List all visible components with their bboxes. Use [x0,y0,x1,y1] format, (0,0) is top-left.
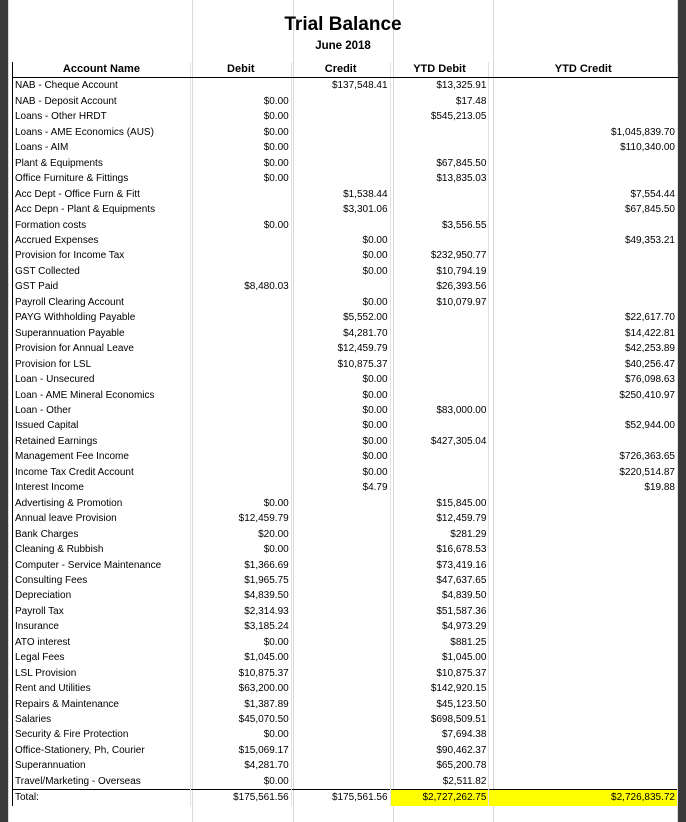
ytd-debit-cell[interactable] [390,310,489,325]
ytd-debit-cell[interactable]: $26,393.56 [390,279,489,294]
ytd-credit-cell[interactable] [489,264,678,279]
table-row [13,357,678,372]
debit-cell[interactable]: $0.00 [190,218,291,233]
column-header-ytd-debit[interactable]: YTD Debit [390,62,489,78]
table-row [13,712,678,727]
account-name-cell[interactable]: Management Fee Income [13,449,191,464]
account-name-cell[interactable]: NAB - Deposit Account [13,94,191,109]
account-name-cell[interactable]: Plant & Equipments [13,156,191,171]
credit-cell[interactable] [291,511,390,526]
account-name-cell[interactable]: Depreciation [13,588,191,603]
table-row [13,496,678,511]
ytd-debit-cell[interactable]: $12,459.79 [390,511,489,526]
credit-cell[interactable] [291,743,390,758]
ytd-credit-cell[interactable] [489,171,678,186]
table-row [13,171,678,186]
table-row [13,341,678,356]
credit-cell[interactable]: $0.00 [291,264,390,279]
table-row [13,434,678,449]
debit-cell[interactable]: $0.00 [190,94,291,109]
table-row [13,248,678,263]
credit-cell[interactable]: $0.00 [291,434,390,449]
table-row [13,140,678,155]
account-name-cell[interactable]: Provision for LSL [13,357,191,372]
credit-cell[interactable]: $1,538.44 [291,187,390,202]
ytd-credit-cell[interactable] [489,542,678,557]
ytd-debit-cell[interactable]: $142,920.15 [390,681,489,696]
table-row [13,511,678,526]
credit-cell[interactable]: $3,301.06 [291,202,390,217]
account-name-cell[interactable]: Insurance [13,619,191,634]
report-period: June 2018 [315,40,371,52]
ytd-debit-cell[interactable]: $545,213.05 [390,109,489,124]
table-row [13,588,678,603]
credit-cell[interactable]: $4,281.70 [291,326,390,341]
ytd-credit-cell[interactable] [489,758,678,773]
ytd-debit-cell[interactable]: $281.29 [390,527,489,542]
debit-cell[interactable]: $3,185.24 [190,619,291,634]
ytd-credit-cell[interactable] [489,635,678,650]
trial-balance-table [12,62,678,806]
debit-cell[interactable] [190,202,291,217]
ytd-debit-cell[interactable]: $2,511.82 [390,774,489,790]
debit-cell[interactable] [190,403,291,418]
credit-cell[interactable]: $0.00 [291,388,390,403]
debit-cell[interactable]: $0.00 [190,171,291,186]
table-row [13,94,678,109]
ytd-credit-cell[interactable] [489,650,678,665]
debit-cell[interactable]: $0.00 [190,542,291,557]
ytd-credit-cell[interactable]: $7,554.44 [489,187,678,202]
account-name-cell[interactable]: Provision for Annual Leave [13,341,191,356]
debit-cell[interactable]: $0.00 [190,125,291,140]
account-name-cell[interactable]: Annual leave Provision [13,511,191,526]
debit-cell[interactable] [190,326,291,341]
ytd-debit-cell[interactable]: $698,509.51 [390,712,489,727]
table-row [13,758,678,773]
table-row [13,388,678,403]
total-ytd-debit-cell[interactable]: $2,727,262.75 [390,790,489,806]
debit-cell[interactable] [190,388,291,403]
table-row [13,279,678,294]
ytd-debit-cell[interactable]: $10,875.37 [390,666,489,681]
credit-cell[interactable] [291,156,390,171]
ytd-credit-cell[interactable] [489,295,678,310]
ytd-credit-cell[interactable] [489,511,678,526]
credit-cell[interactable] [291,758,390,773]
debit-cell[interactable]: $10,875.37 [190,666,291,681]
ytd-credit-cell[interactable] [489,434,678,449]
debit-cell[interactable] [190,434,291,449]
credit-cell[interactable]: $0.00 [291,465,390,480]
credit-cell[interactable] [291,619,390,634]
ytd-debit-cell[interactable]: $15,845.00 [390,496,489,511]
account-name-cell[interactable]: NAB - Cheque Account [13,78,191,94]
debit-cell[interactable]: $12,459.79 [190,511,291,526]
ytd-credit-cell[interactable] [489,558,678,573]
account-name-cell[interactable]: Computer - Service Maintenance [13,558,191,573]
debit-cell[interactable]: $1,366.69 [190,558,291,573]
ytd-debit-cell[interactable] [390,418,489,433]
ytd-debit-cell[interactable]: $90,462.37 [390,743,489,758]
debit-cell[interactable]: $15,069.17 [190,743,291,758]
debit-cell[interactable]: $0.00 [190,635,291,650]
table-row [13,650,678,665]
credit-cell[interactable] [291,527,390,542]
table-row [13,465,678,480]
account-name-cell[interactable]: Loans - Other HRDT [13,109,191,124]
debit-cell[interactable]: $2,314.93 [190,604,291,619]
account-name-cell[interactable]: Loans - AIM [13,140,191,155]
account-name-cell[interactable]: Loan - AME Mineral Economics [13,388,191,403]
credit-cell[interactable] [291,496,390,511]
table-row [13,264,678,279]
account-name-cell[interactable]: GST Paid [13,279,191,294]
ytd-debit-cell[interactable]: $16,678.53 [390,542,489,557]
table-row [13,418,678,433]
debit-cell[interactable] [190,78,291,94]
debit-cell[interactable]: $4,839.50 [190,588,291,603]
credit-cell[interactable] [291,109,390,124]
ytd-credit-cell[interactable]: $726,363.65 [489,449,678,464]
ytd-debit-cell[interactable]: $65,200.78 [390,758,489,773]
ytd-debit-cell[interactable]: $10,794.19 [390,264,489,279]
account-name-cell[interactable]: Salaries [13,712,191,727]
account-name-cell[interactable]: Payroll Tax [13,604,191,619]
ytd-debit-cell[interactable]: $4,839.50 [390,588,489,603]
ytd-debit-cell[interactable] [390,187,489,202]
credit-cell[interactable]: $5,552.00 [291,310,390,325]
debit-cell[interactable] [190,372,291,387]
ytd-debit-cell[interactable]: $45,123.50 [390,697,489,712]
ytd-debit-cell[interactable] [390,449,489,464]
credit-cell[interactable] [291,588,390,603]
debit-cell[interactable]: $1,387.89 [190,697,291,712]
table-row [13,326,678,341]
spreadsheet-sheet [8,0,678,822]
credit-cell[interactable] [291,604,390,619]
column-header-account-name[interactable]: Account Name [13,62,191,78]
credit-cell[interactable] [291,727,390,742]
table-row [13,109,678,124]
total-row [13,790,678,806]
ytd-credit-cell[interactable]: $76,098.63 [489,372,678,387]
credit-cell[interactable] [291,171,390,186]
debit-cell[interactable]: $8,480.03 [190,279,291,294]
ytd-credit-cell[interactable] [489,743,678,758]
table-row [13,635,678,650]
ytd-debit-cell[interactable]: $10,079.97 [390,295,489,310]
table-row [13,774,678,790]
ytd-credit-cell[interactable] [489,588,678,603]
debit-cell[interactable] [190,295,291,310]
ytd-credit-cell[interactable] [489,248,678,263]
debit-cell[interactable]: $0.00 [190,109,291,124]
ytd-credit-cell[interactable] [489,156,678,171]
total-account-name-cell[interactable]: Total: [13,790,191,806]
ytd-credit-cell[interactable]: $40,256.47 [489,357,678,372]
table-row [13,666,678,681]
account-name-cell[interactable]: GST Collected [13,264,191,279]
ytd-debit-cell[interactable]: $1,045.00 [390,650,489,665]
ytd-credit-cell[interactable]: $67,845.50 [489,202,678,217]
ytd-debit-cell[interactable]: $232,950.77 [390,248,489,263]
credit-cell[interactable]: $12,459.79 [291,341,390,356]
ytd-debit-cell[interactable]: $13,835.03 [390,171,489,186]
table-row [13,156,678,171]
credit-cell[interactable]: $0.00 [291,403,390,418]
debit-cell[interactable]: $63,200.00 [190,681,291,696]
table-row [13,681,678,696]
account-name-cell[interactable]: Office-Stationery, Ph, Courier [13,743,191,758]
debit-cell[interactable] [190,341,291,356]
table-row [13,310,678,325]
account-name-cell[interactable]: Superannuation [13,758,191,773]
ytd-credit-cell[interactable] [489,604,678,619]
debit-cell[interactable] [190,248,291,263]
account-name-cell[interactable]: Acc Depn - Plant & Equipments [13,202,191,217]
account-name-cell[interactable]: Retained Earnings [13,434,191,449]
credit-cell[interactable] [291,558,390,573]
debit-cell[interactable]: $4,281.70 [190,758,291,773]
ytd-credit-cell[interactable] [489,403,678,418]
account-name-cell[interactable]: Advertising & Promotion [13,496,191,511]
debit-cell[interactable]: $0.00 [190,140,291,155]
credit-cell[interactable]: $137,548.41 [291,78,390,94]
credit-cell[interactable]: $0.00 [291,233,390,248]
credit-cell[interactable]: $0.00 [291,372,390,387]
table-row [13,743,678,758]
ytd-debit-cell[interactable]: $427,305.04 [390,434,489,449]
debit-cell[interactable] [190,418,291,433]
account-name-cell[interactable]: Loan - Other [13,403,191,418]
table-row [13,218,678,233]
account-name-cell[interactable]: Travel/Marketing - Overseas [13,774,191,790]
account-name-cell[interactable]: Interest Income [13,480,191,495]
total-credit-cell[interactable]: $175,561.56 [291,790,390,806]
credit-cell[interactable] [291,573,390,588]
ytd-debit-cell[interactable] [390,357,489,372]
ytd-credit-cell[interactable] [489,279,678,294]
ytd-debit-cell[interactable]: $3,556.55 [390,218,489,233]
ytd-credit-cell[interactable]: $49,353.21 [489,233,678,248]
table-row [13,233,678,248]
table-row [13,295,678,310]
account-name-cell[interactable]: Consulting Fees [13,573,191,588]
ytd-debit-cell[interactable] [390,202,489,217]
debit-cell[interactable] [190,233,291,248]
ytd-credit-cell[interactable] [489,218,678,233]
table-row [13,604,678,619]
ytd-debit-cell[interactable]: $4,973.29 [390,619,489,634]
credit-cell[interactable]: $4.79 [291,480,390,495]
account-name-cell[interactable]: Loan - Unsecured [13,372,191,387]
table-row [13,527,678,542]
account-name-cell[interactable]: Legal Fees [13,650,191,665]
account-name-cell[interactable]: Cleaning & Rubbish [13,542,191,557]
ytd-debit-cell[interactable] [390,341,489,356]
ytd-debit-cell[interactable]: $67,845.50 [390,156,489,171]
account-name-cell[interactable]: Payroll Clearing Account [13,295,191,310]
table-row [13,449,678,464]
debit-cell[interactable] [190,465,291,480]
account-name-cell[interactable]: Issued Capital [13,418,191,433]
ytd-debit-cell[interactable]: $13,325.91 [390,78,489,94]
ytd-credit-cell[interactable] [489,681,678,696]
ytd-debit-cell[interactable] [390,372,489,387]
credit-cell[interactable] [291,94,390,109]
credit-cell[interactable] [291,140,390,155]
account-name-cell[interactable]: Security & Fire Protection [13,727,191,742]
table-row [13,125,678,140]
debit-cell[interactable]: $0.00 [190,774,291,790]
debit-cell[interactable]: $1,965.75 [190,573,291,588]
ytd-credit-cell[interactable]: $1,045,839.70 [489,125,678,140]
account-name-cell[interactable]: PAYG Withholding Payable [13,310,191,325]
ytd-debit-cell[interactable] [390,326,489,341]
ytd-debit-cell[interactable] [390,388,489,403]
account-name-cell[interactable]: Acc Dept - Office Furn & Fitt [13,187,191,202]
ytd-debit-cell[interactable]: $881.25 [390,635,489,650]
account-name-cell[interactable]: Provision for Income Tax [13,248,191,263]
ytd-debit-cell[interactable] [390,140,489,155]
ytd-debit-cell[interactable] [390,125,489,140]
table-row [13,727,678,742]
table-row [13,403,678,418]
ytd-credit-cell[interactable] [489,573,678,588]
table-row [13,697,678,712]
column-header-debit[interactable]: Debit [190,62,291,78]
ytd-credit-cell[interactable]: $22,617.70 [489,310,678,325]
debit-cell[interactable]: $1,045.00 [190,650,291,665]
account-name-cell[interactable]: Office Furniture & Fittings [13,171,191,186]
table-row [13,187,678,202]
ytd-credit-cell[interactable] [489,697,678,712]
credit-cell[interactable] [291,635,390,650]
credit-cell[interactable]: $0.00 [291,418,390,433]
column-header-credit[interactable]: Credit [291,62,390,78]
ytd-credit-cell[interactable] [489,109,678,124]
ytd-credit-cell[interactable]: $19.88 [489,480,678,495]
ytd-credit-cell[interactable]: $220,514.87 [489,465,678,480]
debit-cell[interactable] [190,264,291,279]
debit-cell[interactable] [190,187,291,202]
ytd-credit-cell[interactable]: $110,340.00 [489,140,678,155]
total-debit-cell[interactable]: $175,561.56 [190,790,291,806]
credit-cell[interactable] [291,279,390,294]
report-title: Trial Balance [284,14,402,35]
debit-cell[interactable]: $20.00 [190,527,291,542]
account-name-cell[interactable]: Repairs & Maintenance [13,697,191,712]
debit-cell[interactable]: $0.00 [190,496,291,511]
table-row [13,372,678,387]
credit-cell[interactable] [291,542,390,557]
credit-cell[interactable]: $10,875.37 [291,357,390,372]
ytd-credit-cell[interactable]: $250,410.97 [489,388,678,403]
debit-cell[interactable]: $0.00 [190,727,291,742]
debit-cell[interactable] [190,357,291,372]
column-header-ytd-credit[interactable]: YTD Credit [489,62,678,78]
credit-cell[interactable] [291,650,390,665]
ytd-credit-cell[interactable] [489,619,678,634]
debit-cell[interactable]: $45,070.50 [190,712,291,727]
account-name-cell[interactable]: LSL Provision [13,666,191,681]
ytd-credit-cell[interactable] [489,78,678,94]
ytd-credit-cell[interactable]: $42,253.89 [489,341,678,356]
credit-cell[interactable] [291,666,390,681]
ytd-credit-cell[interactable] [489,774,678,790]
table-row [13,480,678,495]
ytd-debit-cell[interactable]: $47,637.65 [390,573,489,588]
credit-cell[interactable] [291,681,390,696]
credit-cell[interactable] [291,697,390,712]
ytd-credit-cell[interactable] [489,712,678,727]
account-name-cell[interactable]: Formation costs [13,218,191,233]
credit-cell[interactable] [291,218,390,233]
debit-cell[interactable]: $0.00 [190,156,291,171]
header-row [13,62,678,78]
table-row [13,619,678,634]
ytd-debit-cell[interactable]: $17.48 [390,94,489,109]
ytd-debit-cell[interactable] [390,480,489,495]
debit-cell[interactable] [190,480,291,495]
account-name-cell[interactable]: Income Tax Credit Account [13,465,191,480]
ytd-credit-cell[interactable] [489,666,678,681]
account-name-cell[interactable]: Loans - AME Economics (AUS) [13,125,191,140]
credit-cell[interactable]: $0.00 [291,449,390,464]
ytd-credit-cell[interactable] [489,527,678,542]
credit-cell[interactable]: $0.00 [291,248,390,263]
table-row [13,558,678,573]
credit-cell[interactable] [291,774,390,790]
table-row [13,542,678,557]
account-name-cell[interactable]: Accrued Expenses [13,233,191,248]
account-name-cell[interactable]: Rent and Utilities [13,681,191,696]
total-ytd-credit-cell[interactable]: $2,726,835.72 [489,790,678,806]
ytd-debit-cell[interactable]: $73,419.16 [390,558,489,573]
ytd-credit-cell[interactable] [489,727,678,742]
ytd-credit-cell[interactable]: $14,422.81 [489,326,678,341]
credit-cell[interactable] [291,125,390,140]
table-row [13,78,678,94]
ytd-credit-cell[interactable] [489,496,678,511]
ytd-credit-cell[interactable]: $52,944.00 [489,418,678,433]
account-name-cell[interactable]: Bank Charges [13,527,191,542]
table-row [13,202,678,217]
ytd-debit-cell[interactable]: $7,694.38 [390,727,489,742]
account-name-cell[interactable]: Superannuation Payable [13,326,191,341]
debit-cell[interactable] [190,310,291,325]
ytd-debit-cell[interactable]: $83,000.00 [390,403,489,418]
credit-cell[interactable] [291,712,390,727]
ytd-credit-cell[interactable] [489,94,678,109]
account-name-cell[interactable]: ATO interest [13,635,191,650]
credit-cell[interactable]: $0.00 [291,295,390,310]
debit-cell[interactable] [190,449,291,464]
ytd-debit-cell[interactable]: $51,587.36 [390,604,489,619]
ytd-debit-cell[interactable] [390,233,489,248]
ytd-debit-cell[interactable] [390,465,489,480]
table-row [13,573,678,588]
